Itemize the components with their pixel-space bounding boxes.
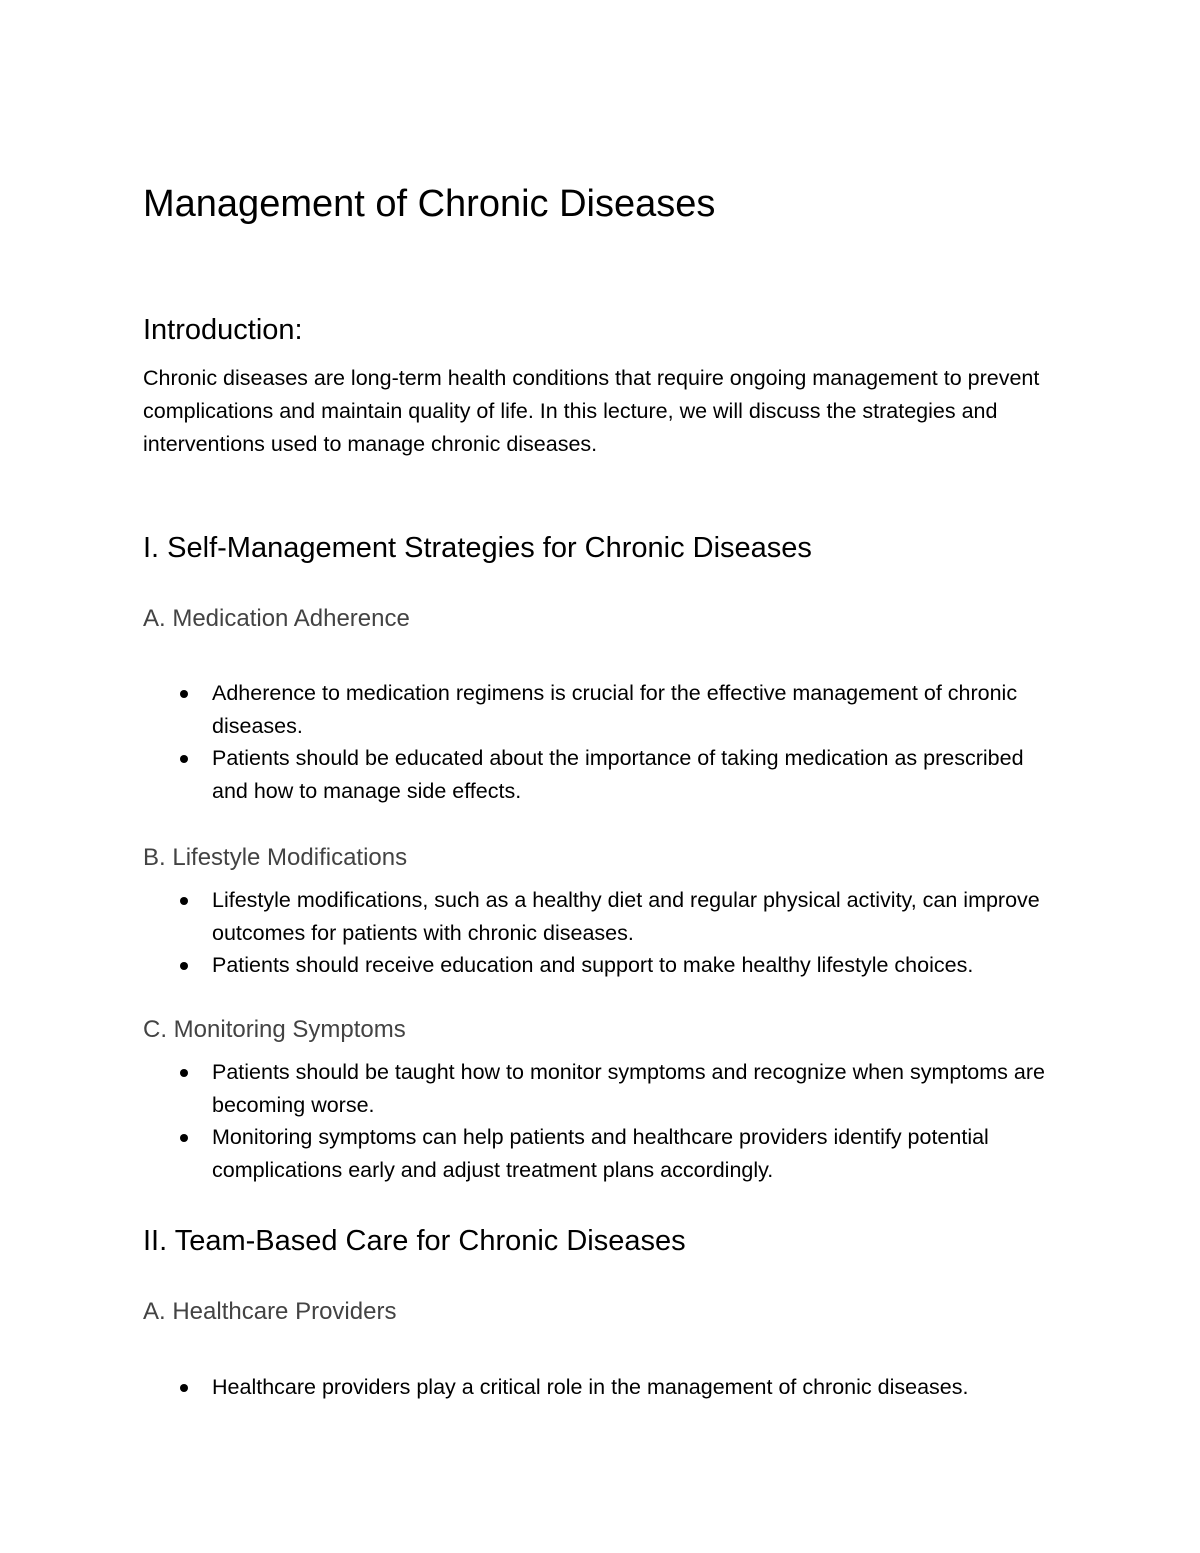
section-1b-heading: B. Lifestyle Modifications: [143, 844, 408, 871]
introduction-paragraph: Chronic diseases are long-term health conditions that require ongoing management to prevent complications and maintain quality of life. In this lecture, we will discuss the strategies and interventions used to manage chronic diseases.: [143, 366, 1040, 456]
section-1-heading: I. Self-Management Strategies for Chronic Diseases: [143, 532, 812, 564]
list-item: [143, 1056, 1058, 1121]
section-1c-heading: C. Monitoring Symptoms: [143, 1016, 406, 1043]
list-item-text: Patients should receive education and support to make healthy lifestyle choices.: [212, 953, 974, 977]
list-item: [143, 1371, 1058, 1404]
list-item: [143, 677, 1058, 742]
bullet-icon: [180, 1384, 188, 1392]
list-item-text: Patients should be taught how to monitor symptoms and recognize when symptoms are becoming worse.: [212, 1060, 1045, 1117]
document-title: Management of Chronic Diseases: [143, 183, 716, 225]
bullet-icon: [180, 1069, 188, 1077]
list-item: [143, 1121, 1058, 1186]
bullet-icon: [180, 897, 188, 905]
list-item: [143, 949, 1058, 982]
list-item-text: Monitoring symptoms can help patients and healthcare providers identify potential complications early and adjust treatment plans accordingly.: [212, 1125, 989, 1182]
bullet-icon: [180, 962, 188, 970]
section-1a-heading: A. Medication Adherence: [143, 605, 410, 632]
introduction-heading: Introduction:: [143, 314, 303, 346]
list-item-text: Healthcare providers play a critical role in the management of chronic diseases.: [212, 1375, 969, 1399]
section-1a-list: [143, 677, 1058, 807]
bullet-icon: [180, 755, 188, 763]
section-1c-list: [143, 1056, 1058, 1186]
list-item-text: Adherence to medication regimens is crucial for the effective management of chronic diseases.: [212, 681, 1018, 738]
list-item: [143, 884, 1058, 949]
list-item-text: Lifestyle modifications, such as a healthy diet and regular physical activity, can improve outcomes for patients with chronic diseases.: [212, 888, 1040, 945]
list-item: [143, 742, 1058, 807]
bullet-icon: [180, 1134, 188, 1142]
section-2-heading: II. Team-Based Care for Chronic Diseases: [143, 1225, 686, 1257]
section-2a-heading: A. Healthcare Providers: [143, 1298, 397, 1325]
section-1b-list: [143, 884, 1058, 982]
list-item-text: Patients should be educated about the importance of taking medication as prescribed and how to manage side effects.: [212, 746, 1024, 803]
section-2a-list: [143, 1371, 1058, 1404]
bullet-icon: [180, 690, 188, 698]
